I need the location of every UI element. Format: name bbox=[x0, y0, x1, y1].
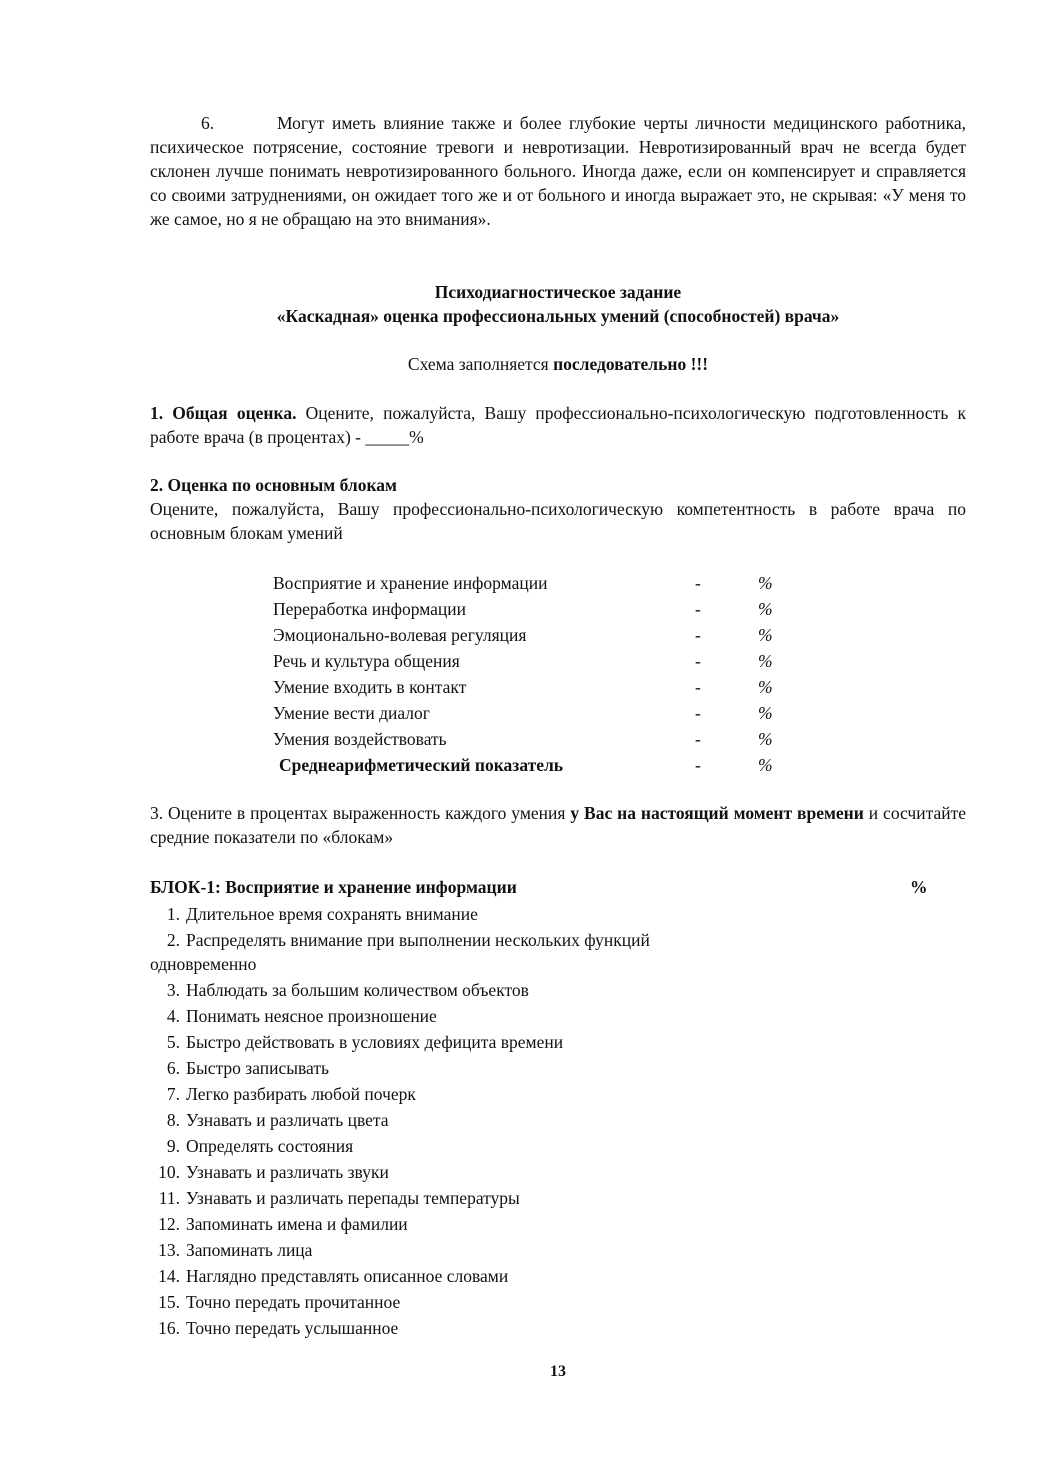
block-label: Переработка информации bbox=[273, 599, 467, 619]
section-2-heading: 2. Оценка по основным блокам bbox=[150, 475, 397, 495]
block-row bbox=[273, 648, 793, 674]
instruction bbox=[150, 352, 966, 376]
list-item bbox=[150, 1081, 966, 1107]
block-percent: % bbox=[758, 677, 773, 697]
item-number: 2. bbox=[166, 930, 180, 950]
block-label: Речь и культура общения bbox=[273, 651, 460, 671]
block-row bbox=[273, 726, 793, 752]
block-label: Умение вести диалог bbox=[273, 703, 430, 723]
block-dash: - bbox=[695, 573, 701, 593]
block-1-title: БЛОК-1: Восприятие и хранение информации bbox=[150, 877, 517, 897]
block-row bbox=[273, 622, 793, 648]
block-label: Восприятие и хранение информации bbox=[273, 573, 548, 593]
list-item bbox=[150, 1029, 966, 1055]
section-3-text: 3. Оцените в процентах выраженность каждого умения bbox=[150, 803, 571, 823]
item-number: 14. bbox=[158, 1266, 180, 1286]
blocks-table bbox=[273, 570, 793, 778]
item-number: 6. bbox=[166, 1058, 180, 1078]
block-dash: - bbox=[695, 625, 701, 645]
block-1-percent: % bbox=[910, 877, 928, 897]
task-subtitle: «Каскадная» оценка профессиональных умений (способностей) врача» bbox=[276, 306, 840, 326]
block-1-list bbox=[150, 901, 966, 1341]
block-percent: % bbox=[758, 729, 773, 749]
task-title: Психодиагностическое задание bbox=[434, 282, 682, 302]
block-row-average bbox=[273, 752, 793, 778]
paragraph-number: 6. bbox=[201, 113, 215, 133]
block-dash: - bbox=[695, 755, 701, 775]
item-text: Понимать неясное произношение bbox=[186, 1006, 437, 1026]
block-label: Среднеарифметический показатель bbox=[279, 755, 564, 775]
item-number: 7. bbox=[166, 1084, 180, 1104]
list-item bbox=[150, 1185, 966, 1211]
item-number: 1. bbox=[166, 904, 180, 924]
item-number: 8. bbox=[166, 1110, 180, 1130]
list-item bbox=[150, 1003, 966, 1029]
list-item bbox=[150, 1107, 966, 1133]
item-number: 3. bbox=[166, 980, 180, 1000]
item-text: Запоминать имена и фамилии bbox=[186, 1214, 408, 1234]
item-number: 9. bbox=[166, 1136, 180, 1156]
item-text: Длительное время сохранять внимание bbox=[186, 904, 478, 924]
item-number: 12. bbox=[158, 1214, 180, 1234]
item-number: 15. bbox=[158, 1292, 180, 1312]
block-label: Умение входить в контакт bbox=[273, 677, 467, 697]
item-text: Распределять внимание при выполнении нескольких функций bbox=[186, 930, 650, 950]
item-number: 10. bbox=[158, 1162, 180, 1182]
item-text: Точно передать прочитанное bbox=[186, 1292, 401, 1312]
paragraph-first-line: Могут иметь влияние также и более глубокие черты личности медицинского bbox=[277, 113, 878, 133]
item-text: Наглядно представлять описанное словами bbox=[186, 1266, 509, 1286]
item-number: 13. bbox=[158, 1240, 180, 1260]
section-3-suffix: и сосчитайте средние показатели по «блокам» bbox=[150, 803, 967, 847]
block-dash: - bbox=[695, 703, 701, 723]
section-3 bbox=[150, 801, 966, 849]
item-text: Быстро записывать bbox=[186, 1058, 329, 1078]
block-percent: % bbox=[758, 625, 773, 645]
instruction-text: Схема заполняется bbox=[407, 354, 554, 374]
block-dash: - bbox=[695, 677, 701, 697]
item-text-continued: одновременно bbox=[150, 954, 257, 974]
block-percent: % bbox=[758, 703, 773, 723]
list-item bbox=[150, 1263, 966, 1289]
list-item bbox=[150, 1159, 966, 1185]
list-item bbox=[150, 1289, 966, 1315]
block-dash: - bbox=[695, 729, 701, 749]
item-text: Определять состояния bbox=[186, 1136, 354, 1156]
block-percent: % bbox=[758, 651, 773, 671]
block-percent: % bbox=[758, 755, 773, 775]
paragraph-text: работника, психическое потрясение, состояние тревоги и невротизации. Невротизированный врач не всегда будет склонен лучше понимать невротизированного больного. Иногда даже, если он компенсирует и справляется со своими затруднениями, он ожидает того же и от больного и иногда выражает это, не скрывая: «У меня то же самое, но я не обращаю на это внимания». bbox=[150, 113, 967, 229]
item-text: Легко разбирать любой почерк bbox=[186, 1084, 416, 1104]
list-item bbox=[150, 927, 966, 977]
block-percent: % bbox=[758, 573, 773, 593]
list-item bbox=[150, 1133, 966, 1159]
block-row bbox=[273, 674, 793, 700]
section-2-text: Оцените, пожалуйста, Вашу профессионально-психологическую компетентность в работе врача по основным блокам умений bbox=[150, 499, 966, 543]
list-item bbox=[150, 1211, 966, 1237]
item-number: 11. bbox=[158, 1188, 180, 1208]
item-text: Узнавать и различать цвета bbox=[186, 1110, 389, 1130]
list-item bbox=[150, 1055, 966, 1081]
section-1 bbox=[150, 401, 966, 449]
block-row bbox=[273, 596, 793, 622]
block-percent: % bbox=[758, 599, 773, 619]
item-text: Узнавать и различать звуки bbox=[186, 1162, 389, 1182]
block-dash: - bbox=[695, 599, 701, 619]
item-text: Запоминать лица bbox=[186, 1240, 313, 1260]
list-item bbox=[150, 977, 966, 1003]
instruction-emphasis: последовательно !!! bbox=[553, 354, 709, 374]
item-number: 5. bbox=[166, 1032, 180, 1052]
item-number: 16. bbox=[158, 1318, 180, 1338]
section-1-text: Оцените, пожалуйста, Вашу профессионально-психологическую подготовленность к работе врача (в процентах) - _____% bbox=[150, 403, 966, 447]
list-item bbox=[150, 901, 966, 927]
section-3-emphasis: у Вас на настоящий момент времени bbox=[570, 803, 864, 823]
block-label: Умения воздействовать bbox=[273, 729, 447, 749]
paragraph-6 bbox=[150, 111, 966, 231]
item-text: Точно передать услышанное bbox=[186, 1318, 399, 1338]
item-text: Быстро действовать в условиях дефицита времени bbox=[186, 1032, 564, 1052]
page-number: 13 bbox=[550, 1363, 566, 1380]
block-row bbox=[273, 570, 793, 596]
list-item bbox=[150, 1237, 966, 1263]
block-row bbox=[273, 700, 793, 726]
block-dash: - bbox=[695, 651, 701, 671]
block-1-heading bbox=[150, 875, 966, 899]
item-text: Наблюдать за большим количеством объектов bbox=[186, 980, 529, 1000]
list-item bbox=[150, 1315, 966, 1341]
section-1-heading: 1. Общая оценка. bbox=[150, 403, 297, 423]
block-label: Эмоционально-волевая регуляция bbox=[273, 625, 527, 645]
item-number: 4. bbox=[166, 1006, 180, 1026]
item-text: Узнавать и различать перепады температуры bbox=[186, 1188, 520, 1208]
